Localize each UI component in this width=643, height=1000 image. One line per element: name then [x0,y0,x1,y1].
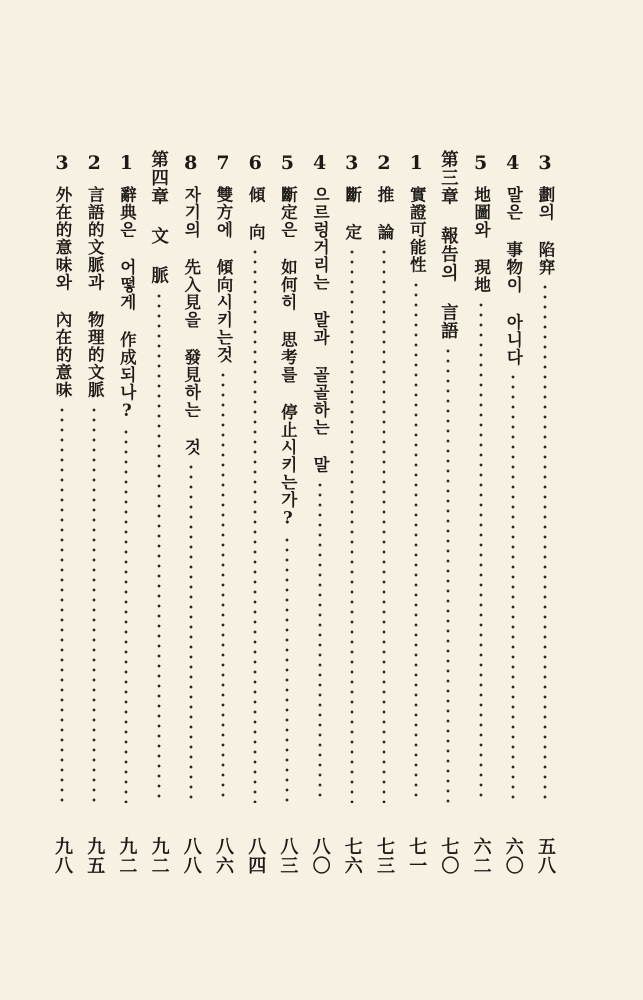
entry-number: 1 [409,152,423,174]
entry-page-number: 八四 [245,837,267,875]
entry-title: 言語的文脈과 物理的文脈 [85,186,105,399]
dot-leader [414,280,418,803]
toc-entry [272,150,302,875]
entry-page-number: 八〇 [309,837,331,875]
entry-title: 劃의 陷穽 [536,186,555,276]
entry-number: 6 [248,152,262,174]
entry-number: 1 [119,152,133,174]
entry-title: 第四章 文 脈 [148,150,169,285]
toc-chapter-entry [433,150,463,875]
toc-entry [530,150,560,875]
entry-page-number: 九二 [116,837,138,875]
dot-leader [221,370,225,803]
entry-number: 2 [377,152,391,174]
entry-title: 말은 事物이 아니다 [503,186,523,366]
entry-page-number: 七〇 [438,837,460,875]
toc-entry [208,150,238,875]
dot-leader [350,247,354,803]
entry-title: 斷 定 [342,186,362,241]
toc-entry [176,150,206,875]
entry-page-number: 八三 [277,837,299,875]
entry-page-number: 七三 [374,837,395,875]
entry-number: 4 [312,152,327,174]
entry-page-number: 五八 [535,837,556,875]
toc-entry [369,150,399,875]
entry-number: 3 [345,152,359,174]
entry-title: 地圖와 現地 [471,186,491,294]
toc-entry [466,150,496,875]
entry-number: 3 [538,152,552,174]
dot-leader [189,462,193,803]
toc-entry [111,150,141,875]
dot-leader [157,291,161,803]
dot-leader [318,480,322,803]
entry-title: 外在的意味와 內在的意味 [53,186,72,399]
toc-entry [47,150,77,875]
entry-number: 5 [473,152,488,174]
toc-entry [337,150,367,875]
entry-page-number: 九八 [52,837,73,875]
entry-page-number: 八八 [180,837,202,875]
dot-leader [92,405,96,803]
dot-leader [253,247,257,803]
dot-leader [60,405,64,803]
entry-page-number: 七一 [406,837,428,875]
entry-page-number: 六二 [470,837,492,875]
entry-page-number: 九五 [84,837,106,875]
entry-number: 7 [216,152,230,174]
entry-title: 第三章 報告의 言語 [438,150,459,340]
entry-page-number: 九二 [148,837,170,875]
dot-leader [382,247,386,803]
toc-entry [498,150,528,875]
entry-title: 자기의 先入見을 發見하는 것 [181,186,201,456]
dot-leader [543,282,547,803]
toc-entry [79,150,109,875]
entry-title: 實證可能性 [407,186,427,274]
dot-leader [446,346,450,803]
dot-leader [511,372,515,803]
entry-page-number: 七六 [341,837,363,875]
entry-number: 5 [280,152,294,174]
entry-title: 斷定은 如何히 思考를 停止시키는가? [278,186,298,529]
dot-leader [124,427,128,803]
entry-title: 雙方에 傾向시키는것 [214,186,233,364]
entry-number: 2 [87,152,101,174]
entry-page-number: 六〇 [502,837,524,875]
toc-chapter-entry [144,150,174,875]
entry-title: 辭典은 어떻게 作成되나? [117,186,137,421]
dot-leader [285,535,289,803]
dot-leader [479,300,483,803]
entry-number: 8 [184,152,198,174]
entry-title: 推 論 [375,186,394,241]
entry-title: 으르렁거리는 말과 골골하는 말 [310,186,330,474]
toc-entry [401,150,431,875]
toc-entry [240,150,270,875]
entry-page-number: 八六 [213,837,234,875]
entry-number: 3 [55,152,69,174]
entry-number: 4 [506,152,520,174]
toc-entry [305,150,335,875]
entry-title: 傾 向 [246,186,266,241]
